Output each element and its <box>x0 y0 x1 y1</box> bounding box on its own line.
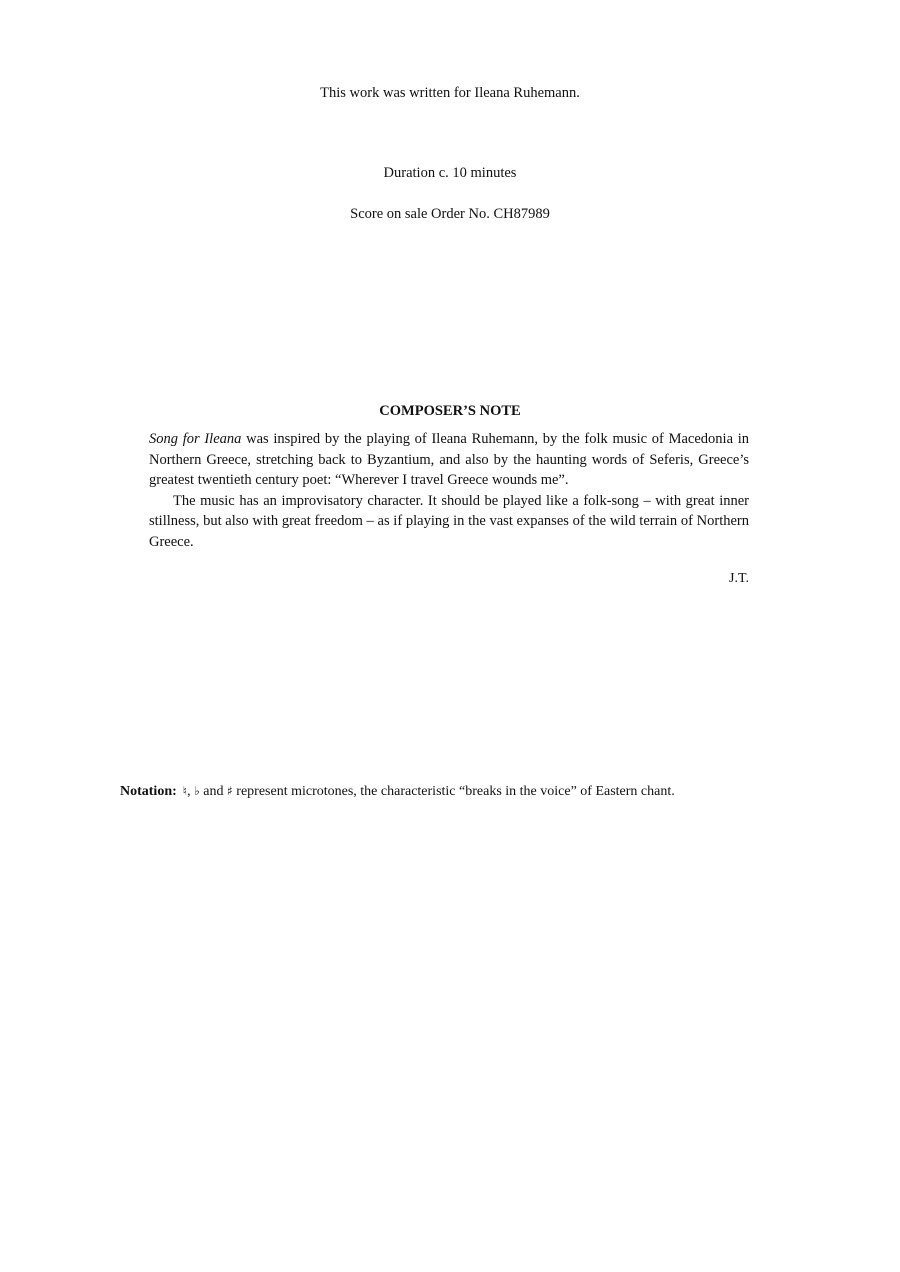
paragraph-1-text: was inspired by the playing of Ileana Ruhemann, by the folk music of Macedonia in Northern Greece, stretching back to Byzantium, and also by the haunting words of Seferis, Greece’s greatest twentieth century poet: “Wherever I travel Greece wounds me”. <box>149 431 750 488</box>
composers-note-paragraph-1 <box>149 429 749 491</box>
notation-label: Notation: <box>120 784 177 799</box>
flat-sign-icon: ♭ <box>194 784 200 798</box>
composers-note-body <box>149 429 749 552</box>
duration-line: Duration c. 10 minutes <box>383 165 517 181</box>
notation-separator-2: and <box>199 784 227 799</box>
order-number-line: Score on sale Order No. CH87989 <box>350 206 550 222</box>
work-title: Song for Ileana <box>149 431 242 447</box>
composers-note-heading: COMPOSER’S NOTE <box>379 403 521 419</box>
composers-note-paragraph-2: The music has an improvisatory character. It should be played like a folk-song – with great inner stillness, but also with great freedom – as if playing in the vast expanses of the wild terrain of Northern Greece. <box>149 492 749 550</box>
notation-note <box>120 782 675 801</box>
composer-initials: J.T. <box>729 571 749 586</box>
sharp-sign-icon: ♯ <box>226 784 233 798</box>
notation-separator-1: , <box>187 784 195 799</box>
dedication-line: This work was written for Ileana Ruhemann. <box>320 85 580 101</box>
natural-sign-icon: ♮ <box>182 784 188 798</box>
notation-text: represent microtones, the characteristic “breaks in the voice” of Eastern chant. <box>232 784 675 799</box>
